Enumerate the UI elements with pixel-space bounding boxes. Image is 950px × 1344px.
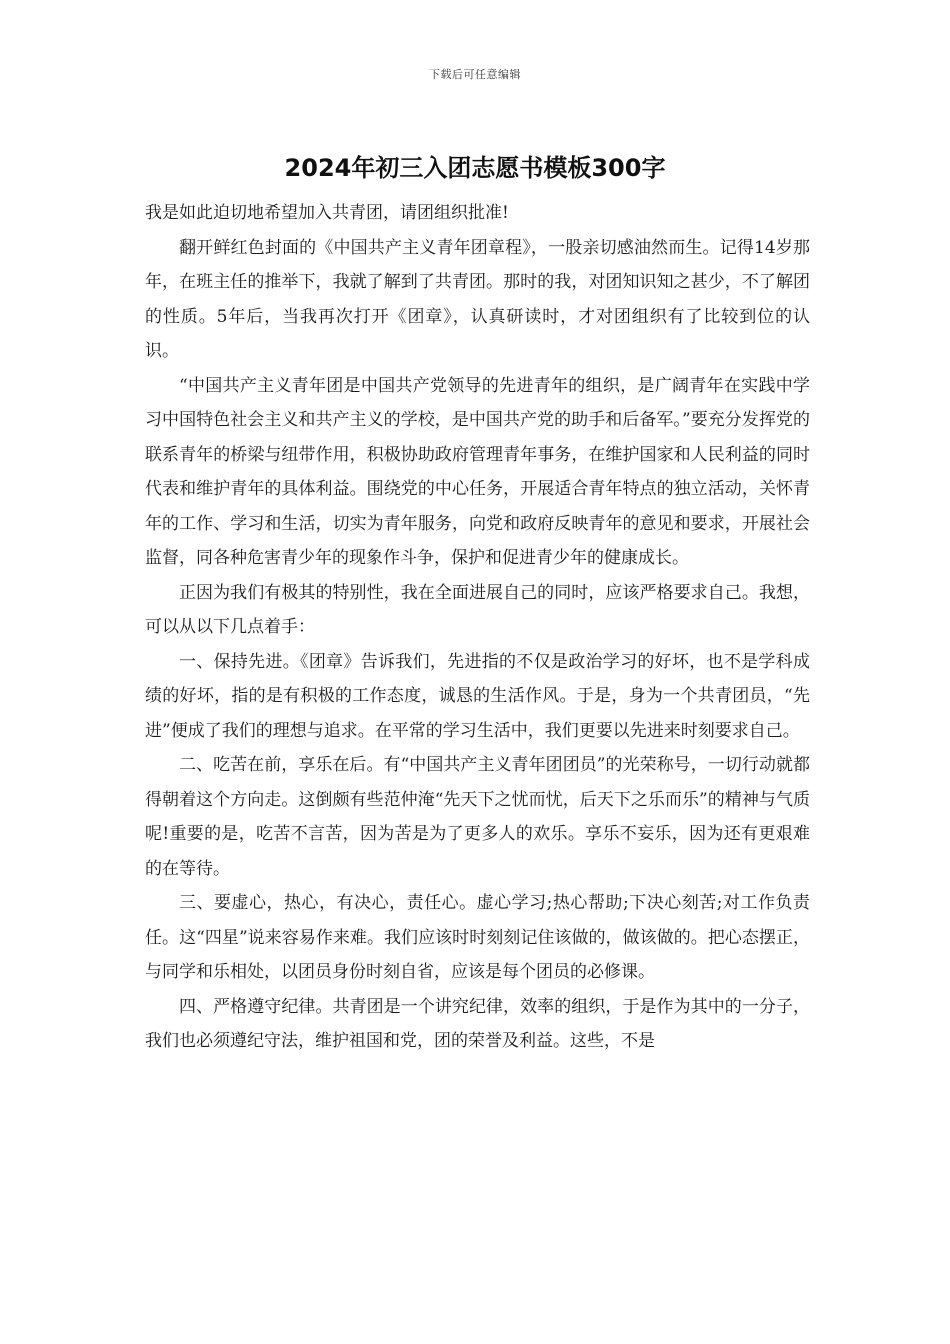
paragraph: 翻开鲜红色封面的《中国共产主义青年团章程》，一股亲切感油然而生。记得14岁那年，在班主任的推举下，我就了解到了共青团。那时的我，对团知识知之甚少，不了解团的性质。5年后，当我再次打开《团章》，认真研读时，才对团组织有了比较到位的认识。 bbox=[145, 237, 810, 361]
paragraph: 正因为我们有极其的特别性，我在全面进展自己的同时，应该严格要求自己。我想，可以从以下几点着手： bbox=[145, 582, 810, 637]
document-body bbox=[145, 196, 810, 1059]
paragraph-point-one: 一、保持先进。《团章》告诉我们，先进指的不仅是政治学习的好坏，也不是学科成绩的好坏，指的是有积极的工作态度，诚恳的生活作风。于是，身为一个共青团员，“先进”便成了我们的理想与追求。在平常的学习生活中，我们更要以先进来时刻要求自己。 bbox=[145, 651, 810, 741]
paragraph-point-three: 三、要虚心，热心，有决心，责任心。虚心学习;热心帮助;下决心刻苦;对工作负责任。这“四星”说来容易作来难。我们应该时时刻刻记住该做的，做该做的。把心态摆正，与同学和乐相处，以团员身份时刻自省，应该是每个团员的必修课。 bbox=[145, 893, 810, 982]
paragraph-point-four: 四、严格遵守纪律。共青团是一个讲究纪律，效率的组织，于是作为其中的一分子，我们也必须遵纪守法，维护祖国和党，团的荣誉及利益。这些，不是 bbox=[145, 996, 810, 1051]
document-title: 2024年初三入团志愿书模板300字 bbox=[284, 154, 666, 182]
paragraph-point-two: 二、吃苦在前，享乐在后。有“中国共产主义青年团团员”的光荣称号，一切行动就都得朝着这个方向走。这倒颇有些范仲淹“先天下之忧而忧，后天下之乐而乐”的精神与气质呢!重要的是，吃苦不言苦，因为苦是为了更多人的欢乐。享乐不妄乐，因为还有更艰难的在等待。 bbox=[145, 755, 810, 879]
header-note: 下载后可任意编辑 bbox=[429, 68, 521, 81]
paragraph: “中国共产主义青年团是中国共产党领导的先进青年的组织，是广阔青年在实践中学习中国特色社会主义和共产主义的学校，是中国共产党的助手和后备军。”要充分发挥党的联系青年的桥梁与纽带作用，积极协助政府管理青年事务，在维护国家和人民利益的同时代表和维护青年的具体利益。围绕党的中心任务，开展适合青年特点的独立活动，关怀青年的工作、学习和生活，切实为青年服务，向党和政府反映青年的意见和要求，开展社会监督，同各种危害青少年的现象作斗争，保护和促进青少年的健康成长。 bbox=[145, 375, 810, 568]
paragraph-opening: 我是如此迫切地希望加入共青团，请团组织批准! bbox=[145, 203, 509, 223]
